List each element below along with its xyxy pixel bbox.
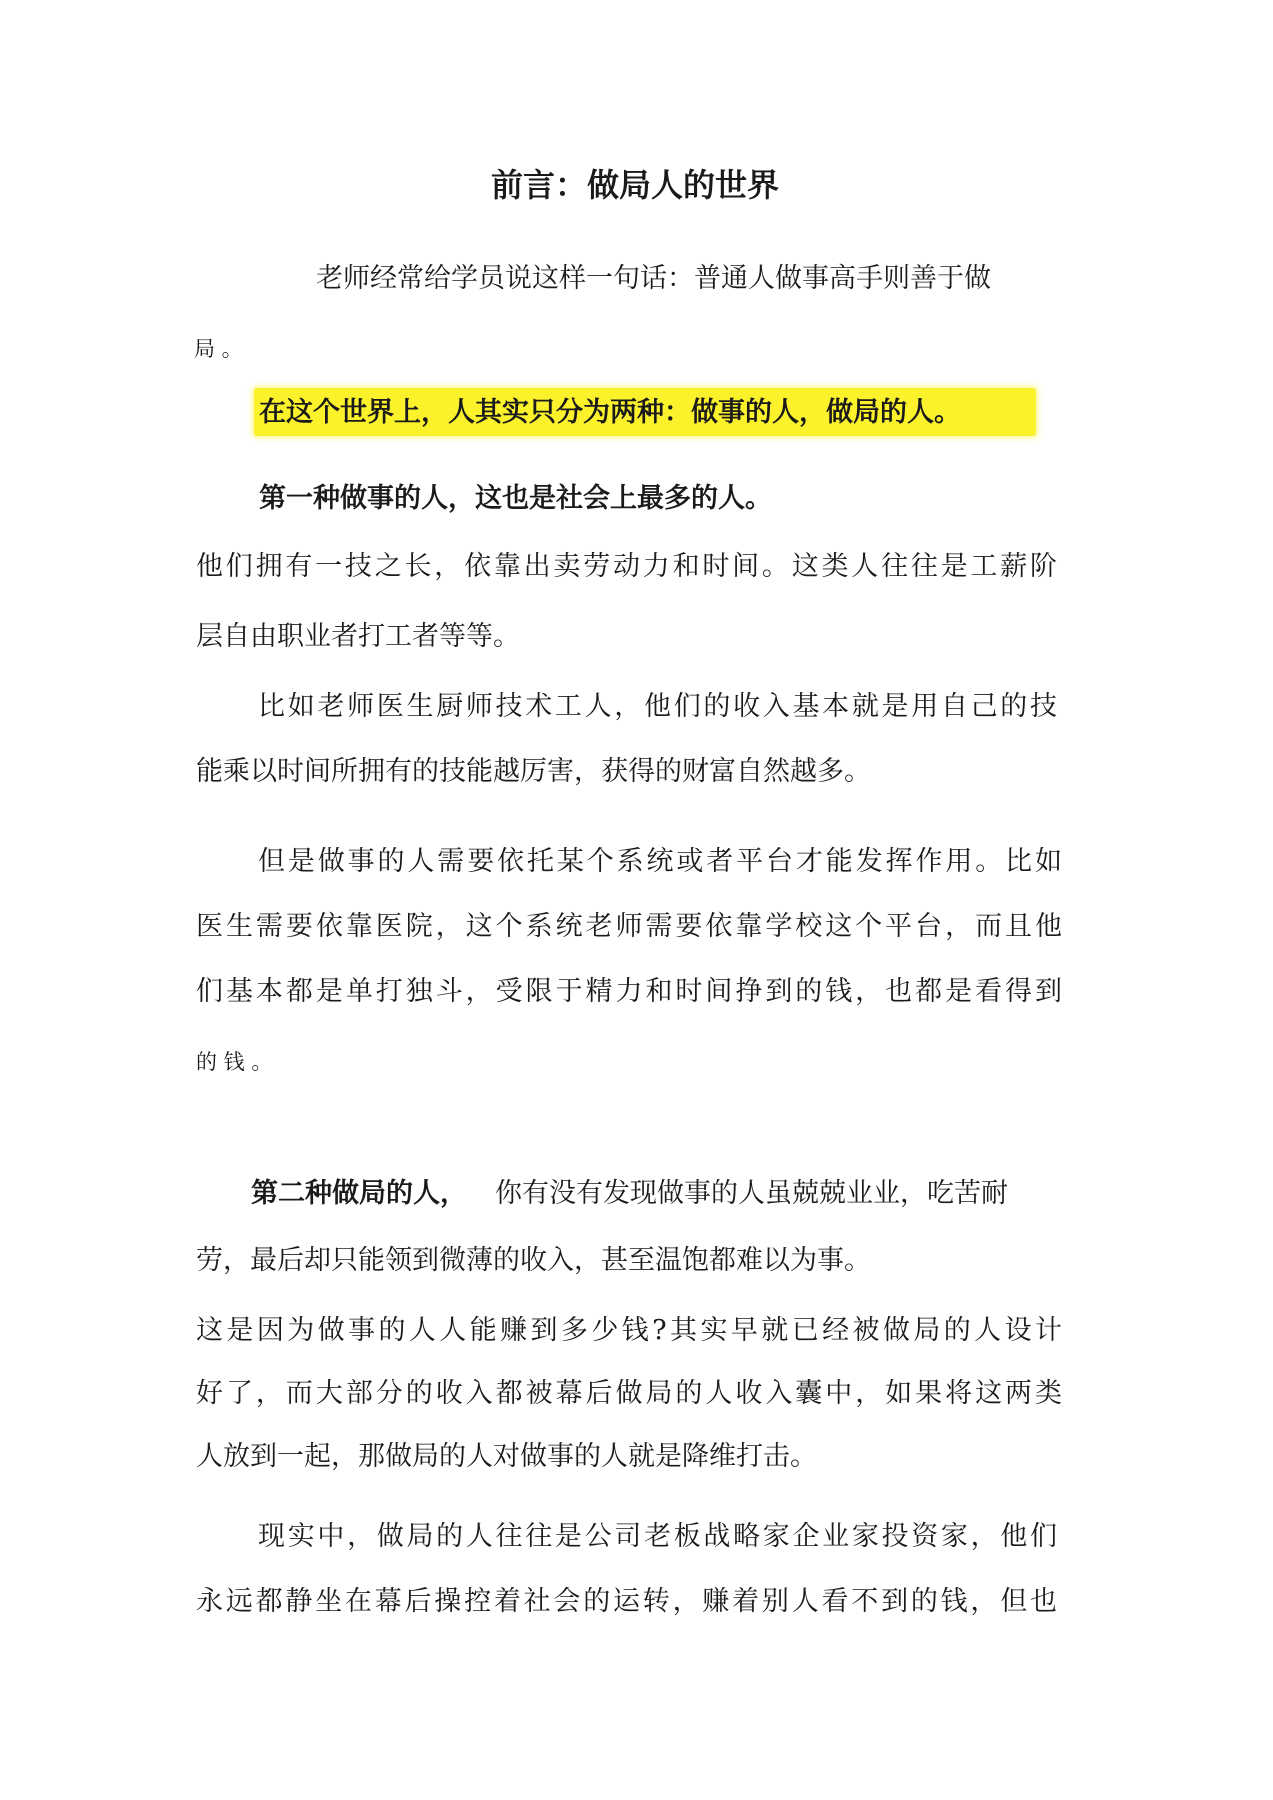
- first-type-paragraph-2-line-1: 比如老师医生厨师技术工人，他们的收入基本就是用自己的技: [258, 691, 1057, 722]
- second-type-paragraph-3-line-1: 现实中，做局的人往往是公司老板战略家企业家投资家，他们: [258, 1521, 1057, 1552]
- second-type-paragraph-1-line-2: 劳，最后却只能领到微薄的收入，甚至温饱都难以为事。: [196, 1245, 871, 1276]
- first-type-paragraph-2-line-2: 能乘以时间所拥有的技能越厉害，获得的财富自然越多。: [196, 756, 871, 787]
- first-type-paragraph-1-line-1: 他们拥有一技之长，依靠出卖劳动力和时间。这类人往往是工薪阶: [196, 551, 1057, 582]
- second-type-paragraph-1-line-1: 你有没有发现做事的人虽兢兢业业，吃苦耐: [495, 1178, 1008, 1209]
- first-type-paragraph-3-line-2: 医生需要依靠医院，这个系统老师需要依靠学校这个平台，而且他: [196, 911, 1062, 942]
- second-type-heading: 第二种做局的人，: [251, 1178, 467, 1209]
- second-type-paragraph-2-line-3: 人放到一起，那做局的人对做事的人就是降维打击。: [196, 1441, 817, 1472]
- second-type-paragraph-2-line-1: 这是因为做事的人人能赚到多少钱?其实早就已经被做局的人设计: [196, 1315, 1062, 1346]
- first-type-paragraph-3-line-1: 但是做事的人需要依托某个系统或者平台才能发挥作用。比如: [258, 846, 1062, 877]
- first-type-heading: 第一种做事的人，这也是社会上最多的人。: [259, 483, 772, 514]
- highlighted-statement: 在这个世界上，人其实只分为两种：做事的人，做局的人。: [259, 397, 961, 428]
- second-type-paragraph-2-line-2: 好了，而大部分的收入都被幕后做局的人收入囊中，如果将这两类: [196, 1378, 1062, 1409]
- second-type-paragraph-3-line-2: 永远都静坐在幕后操控着社会的运转，赚着别人看不到的钱，但也: [196, 1586, 1057, 1617]
- page-title: 前言：做局人的世界: [491, 166, 780, 204]
- first-type-paragraph-3-line-3: 们基本都是单打独斗，受限于精力和时间挣到的钱，也都是看得到: [196, 976, 1062, 1007]
- first-type-paragraph-1-line-2: 层自由职业者打工者等等。: [196, 621, 520, 652]
- intro-paragraph-line-2: 局 。: [194, 337, 243, 361]
- intro-paragraph-line-1: 老师经常给学员说这样一句话：普通人做事高手则善于做: [316, 263, 991, 294]
- first-type-paragraph-3-line-4: 的 钱 。: [196, 1050, 273, 1074]
